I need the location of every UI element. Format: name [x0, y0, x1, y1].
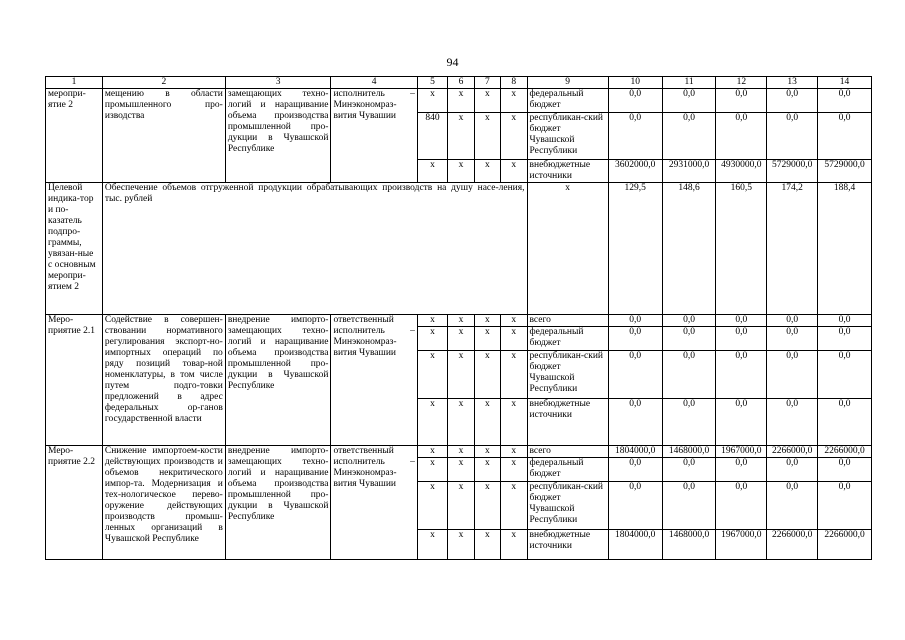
funding-source: внебюджетные источники: [527, 160, 608, 183]
amount-cell: 0,0: [818, 327, 872, 351]
table-row: [46, 315, 872, 327]
event-name: мещению в области промышленного про-изводства: [102, 89, 225, 183]
amount-cell: 2931000,0: [662, 160, 716, 183]
amount-cell: 0,0: [716, 351, 767, 399]
code-cell: x: [501, 327, 527, 351]
amount-cell: 1804000,0: [608, 446, 662, 458]
event-goal: внедрение импорто-замещающих техно-логий и наращивание объема производства промышленной про-дукции в Чувашской Республике: [225, 446, 331, 560]
amount-cell: 0,0: [767, 482, 818, 530]
code-cell: x: [501, 351, 527, 399]
event-executor: исполнитель – Минэкономраз-вития Чувашии: [331, 89, 417, 183]
funding-source: федеральный бюджет: [527, 458, 608, 482]
indicator-value: 174,2: [767, 183, 818, 315]
header-cell: 3: [225, 77, 331, 89]
amount-cell: 0,0: [716, 315, 767, 327]
amount-cell: 2266000,0: [818, 446, 872, 458]
amount-cell: 0,0: [608, 351, 662, 399]
amount-cell: 0,0: [662, 351, 716, 399]
code-cell: x: [474, 446, 500, 458]
code-cell: x: [474, 482, 500, 530]
header-row: [46, 77, 872, 89]
code-cell: x: [527, 183, 608, 315]
funding-source: федеральный бюджет: [527, 89, 608, 113]
code-cell: x: [501, 458, 527, 482]
amount-cell: 0,0: [818, 482, 872, 530]
event-number: меропри-ятие 2: [46, 89, 103, 183]
amount-cell: 0,0: [818, 113, 872, 160]
amount-cell: 0,0: [608, 315, 662, 327]
header-cell: 14: [818, 77, 872, 89]
code-cell: x: [417, 530, 447, 560]
amount-cell: 0,0: [662, 482, 716, 530]
amount-cell: 0,0: [767, 113, 818, 160]
code-cell: x: [474, 89, 500, 113]
funding-source: федеральный бюджет: [527, 327, 608, 351]
code-cell: x: [448, 482, 474, 530]
code-cell: x: [501, 446, 527, 458]
header-cell: 6: [448, 77, 474, 89]
amount-cell: 0,0: [767, 351, 818, 399]
code-cell: x: [448, 113, 474, 160]
code-cell: x: [474, 327, 500, 351]
indicator-text: Обеспечение объемов отгруженной продукции обрабатывающих производств на душу насе-ления, тыс. рублей: [102, 183, 527, 315]
amount-cell: 0,0: [818, 351, 872, 399]
amount-cell: 1967000,0: [716, 446, 767, 458]
funding-source: республикан-ский бюджет Чувашской Республики: [527, 351, 608, 399]
amount-cell: 2266000,0: [767, 446, 818, 458]
event-executor: ответственный исполнитель – Минэкономраз-вития Чувашии: [331, 446, 417, 560]
code-cell: x: [448, 458, 474, 482]
code-cell: x: [474, 458, 500, 482]
code-cell: x: [417, 482, 447, 530]
code-cell: x: [474, 399, 500, 446]
code-cell: x: [501, 113, 527, 160]
funding-source: республикан-ский бюджет Чувашской Республики: [527, 113, 608, 160]
amount-cell: 0,0: [767, 458, 818, 482]
indicator-value: 129,5: [608, 183, 662, 315]
code-cell: x: [501, 89, 527, 113]
code-cell: 840: [417, 113, 447, 160]
amount-cell: 0,0: [608, 482, 662, 530]
code-cell: x: [448, 399, 474, 446]
code-cell: x: [501, 399, 527, 446]
amount-cell: 0,0: [767, 399, 818, 446]
header-cell: 11: [662, 77, 716, 89]
indicator-value: 188,4: [818, 183, 872, 315]
event-name: Содействие в совершен-ствовании нормативного регулирования экспорт-но-импортных операций по ряду позиций товар-ной номенклатуры, в том числе путем подго-товки предложений в адрес федеральных ор-ганов государственной власти: [102, 315, 225, 446]
code-cell: x: [474, 113, 500, 160]
amount-cell: 0,0: [716, 113, 767, 160]
amount-cell: 1468000,0: [662, 446, 716, 458]
code-cell: x: [417, 399, 447, 446]
code-cell: x: [501, 160, 527, 183]
header-cell: 7: [474, 77, 500, 89]
table-row: [46, 446, 872, 458]
code-cell: x: [417, 446, 447, 458]
event-number: Меро-приятие 2.2: [46, 446, 103, 560]
amount-cell: 1967000,0: [716, 530, 767, 560]
indicator-label: Целевой индика-тор и по-казатель подпро-граммы, увязан-ные с основным меропри-ятием 2: [46, 183, 103, 315]
amount-cell: 0,0: [716, 458, 767, 482]
code-cell: x: [448, 327, 474, 351]
program-table: [45, 76, 872, 560]
header-cell: 10: [608, 77, 662, 89]
event-number: Меро-приятие 2.1: [46, 315, 103, 446]
code-cell: x: [417, 89, 447, 113]
code-cell: x: [474, 160, 500, 183]
header-cell: 12: [716, 77, 767, 89]
event-executor: ответственный исполнитель – Минэкономраз-вития Чувашии: [331, 315, 417, 446]
indicator-value: 160,5: [716, 183, 767, 315]
indicator-value: 148,6: [662, 183, 716, 315]
amount-cell: 0,0: [662, 399, 716, 446]
amount-cell: 0,0: [608, 458, 662, 482]
header-cell: 4: [331, 77, 417, 89]
amount-cell: 2266000,0: [767, 530, 818, 560]
amount-cell: 0,0: [662, 327, 716, 351]
funding-source: всего: [527, 446, 608, 458]
amount-cell: 0,0: [818, 458, 872, 482]
amount-cell: 5729000,0: [818, 160, 872, 183]
funding-source: республикан-ский бюджет Чувашской Республики: [527, 482, 608, 530]
header-cell: 1: [46, 77, 103, 89]
amount-cell: 5729000,0: [767, 160, 818, 183]
amount-cell: 0,0: [662, 458, 716, 482]
amount-cell: 0,0: [818, 399, 872, 446]
funding-source: внебюджетные источники: [527, 530, 608, 560]
event-goal: внедрение импорто-замещающих техно-логий и наращивание объема производства промышленной про-дукции в Чувашской Республике: [225, 315, 331, 446]
header-cell: 9: [527, 77, 608, 89]
amount-cell: 1468000,0: [662, 530, 716, 560]
code-cell: x: [474, 530, 500, 560]
code-cell: x: [417, 458, 447, 482]
table-body: [46, 77, 872, 560]
amount-cell: 2266000,0: [818, 530, 872, 560]
code-cell: x: [501, 315, 527, 327]
amount-cell: 0,0: [608, 113, 662, 160]
code-cell: x: [417, 351, 447, 399]
indicator-row: [46, 183, 872, 315]
event-goal: замещающих техно-логий и наращивание объема производства промышленной про-дукции в Чувашской Республике: [225, 89, 331, 183]
code-cell: x: [448, 351, 474, 399]
code-cell: x: [417, 160, 447, 183]
code-cell: x: [417, 327, 447, 351]
amount-cell: 0,0: [818, 89, 872, 113]
page-number: 94: [446, 55, 459, 69]
code-cell: x: [448, 89, 474, 113]
table-row: [46, 89, 872, 113]
amount-cell: 0,0: [662, 89, 716, 113]
event-name: Снижение импортоем-кости действующих производств и объемов некритического импор-та. Модернизация и тех-нологическое перево-оружение действующих производств промыш-ленных организаций в Чувашской Республике: [102, 446, 225, 560]
code-cell: x: [501, 530, 527, 560]
code-cell: x: [448, 315, 474, 327]
code-cell: x: [417, 315, 447, 327]
code-cell: x: [448, 160, 474, 183]
header-cell: 13: [767, 77, 818, 89]
amount-cell: 0,0: [662, 113, 716, 160]
amount-cell: 0,0: [716, 89, 767, 113]
amount-cell: 0,0: [716, 482, 767, 530]
funding-source: всего: [527, 315, 608, 327]
amount-cell: 1804000,0: [608, 530, 662, 560]
amount-cell: 0,0: [767, 315, 818, 327]
amount-cell: 0,0: [608, 399, 662, 446]
header-cell: 5: [417, 77, 447, 89]
code-cell: x: [474, 315, 500, 327]
code-cell: x: [501, 482, 527, 530]
funding-source: внебюджетные источники: [527, 399, 608, 446]
amount-cell: 0,0: [767, 327, 818, 351]
code-cell: x: [474, 351, 500, 399]
amount-cell: 0,0: [767, 89, 818, 113]
header-cell: 8: [501, 77, 527, 89]
amount-cell: 0,0: [608, 89, 662, 113]
header-cell: 2: [102, 77, 225, 89]
amount-cell: 3602000,0: [608, 160, 662, 183]
amount-cell: 0,0: [662, 315, 716, 327]
code-cell: x: [448, 530, 474, 560]
code-cell: x: [448, 446, 474, 458]
amount-cell: 4930000,0: [716, 160, 767, 183]
amount-cell: 0,0: [716, 327, 767, 351]
amount-cell: 0,0: [818, 315, 872, 327]
amount-cell: 0,0: [716, 399, 767, 446]
amount-cell: 0,0: [608, 327, 662, 351]
